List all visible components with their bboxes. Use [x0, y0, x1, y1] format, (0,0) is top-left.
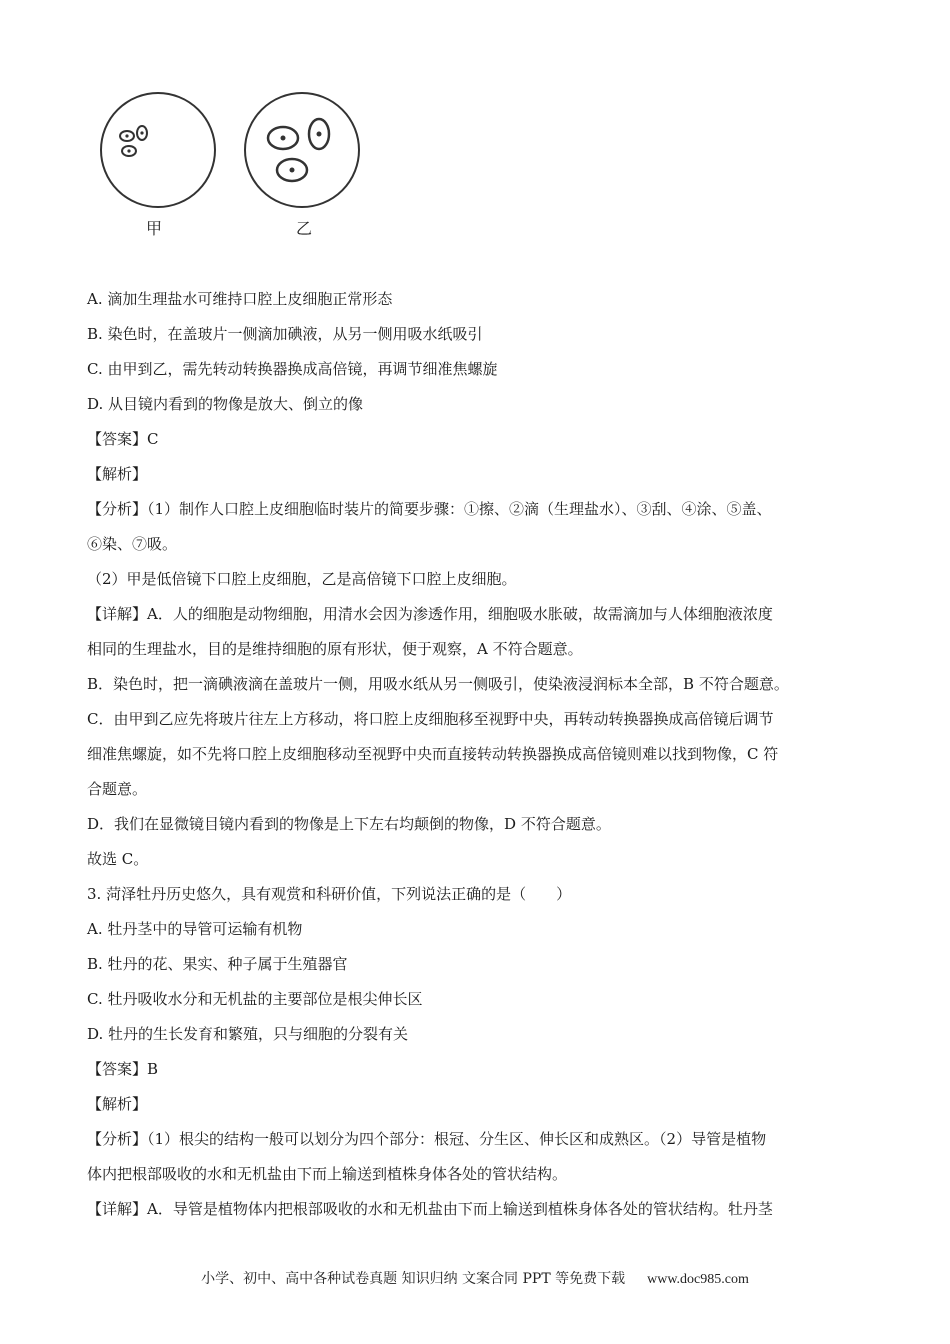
q2-conclusion: 故选 C。 — [87, 850, 149, 868]
q3-stem: 3. 菏泽牡丹历史悠久，具有观赏和科研价值，下列说法正确的是（ ） — [87, 885, 572, 903]
figure-label-yi: 乙 — [296, 219, 313, 238]
q3-analysis-1b: 体内把根部吸收的水和无机盐由下而上输送到植株身体各处的管状结构。 — [87, 1165, 568, 1183]
page-footer — [0, 1268, 950, 1288]
q2-analysis-title: 【解析】 — [87, 465, 148, 483]
q2-detail-c3: 合题意。 — [87, 780, 148, 798]
q3-analysis-1a: 【分析】（1）根尖的结构一般可以划分为四个部分：根冠、分生区、伸长区和成熟区。（2）导管是植物 — [87, 1130, 767, 1148]
microscope-figure — [96, 88, 368, 240]
field-yi — [245, 93, 359, 207]
q3-option-d: D. 牡丹的生长发育和繁殖，只与细胞的分裂有关 — [87, 1025, 409, 1043]
footer-text: 小学、初中、高中各种试卷真题 知识归纳 文案合同 PPT 等免费下载 — [201, 1271, 626, 1287]
q2-option-a: A. 滴加生理盐水可维持口腔上皮细胞正常形态 — [87, 290, 393, 308]
microscope-fields-diagram — [96, 88, 368, 240]
q2-detail-b: B．染色时，把一滴碘液滴在盖玻片一侧，用吸水纸从另一侧吸引，使染液浸润标本全部，B 不符合题意。 — [87, 675, 789, 693]
footer-site-link[interactable]: www.doc985.com — [647, 1272, 749, 1287]
q2-detail-c1: C．由甲到乙应先将玻片往左上方移动，将口腔上皮细胞移至视野中央，再转动转换器换成高倍镜后调节 — [87, 710, 774, 728]
figure-label-jia: 甲 — [146, 219, 163, 238]
q3-option-a: A. 牡丹茎中的导管可运输有机物 — [87, 920, 303, 938]
q2-analysis-2: （2）甲是低倍镜下口腔上皮细胞，乙是高倍镜下口腔上皮细胞。 — [87, 570, 517, 588]
q3-analysis-title: 【解析】 — [87, 1095, 148, 1113]
q3-answer: 【答案】B — [87, 1060, 159, 1078]
q2-option-d: D. 从目镜内看到的物像是放大、倒立的像 — [87, 395, 364, 413]
q3-option-c: C. 牡丹吸收水分和无机盐的主要部位是根尖伸长区 — [87, 990, 423, 1008]
document-body — [87, 282, 867, 1227]
q2-option-b: B. 染色时，在盖玻片一侧滴加碘液，从另一侧用吸水纸吸引 — [87, 325, 483, 343]
q2-detail-c2: 细准焦螺旋，如不先将口腔上皮细胞移动至视野中央而直接转动转换器换成高倍镜则难以找到物像，C 符 — [87, 745, 779, 763]
q2-option-c: C. 由甲到乙，需先转动转换器换成高倍镜，再调节细准焦螺旋 — [87, 360, 498, 378]
q2-answer: 【答案】C — [87, 430, 159, 448]
q2-detail-d: D．我们在显微镜目镜内看到的物像是上下左右均颠倒的物像，D 不符合题意。 — [87, 815, 611, 833]
q2-detail-a2: 相同的生理盐水，目的是维持细胞的原有形状，便于观察，A 不符合题意。 — [87, 640, 583, 658]
q2-analysis-1b: ⑥染、⑦吸。 — [87, 535, 178, 553]
q2-detail-a1: 【详解】A．人的细胞是动物细胞，用清水会因为渗透作用，细胞吸水胀破，故需滴加与人体细胞液浓度 — [87, 605, 773, 623]
q2-analysis-1a: 【分析】（1）制作人口腔上皮细胞临时装片的简要步骤：①擦、②滴（生理盐水）、③刮、④涂、⑤盖、 — [87, 500, 772, 518]
q3-option-b: B. 牡丹的花、果实、种子属于生殖器官 — [87, 955, 348, 973]
field-jia — [101, 93, 215, 207]
q3-detail-a1: 【详解】A．导管是植物体内把根部吸收的水和无机盐由下而上输送到植株身体各处的管状结构。牡丹茎 — [87, 1200, 773, 1218]
